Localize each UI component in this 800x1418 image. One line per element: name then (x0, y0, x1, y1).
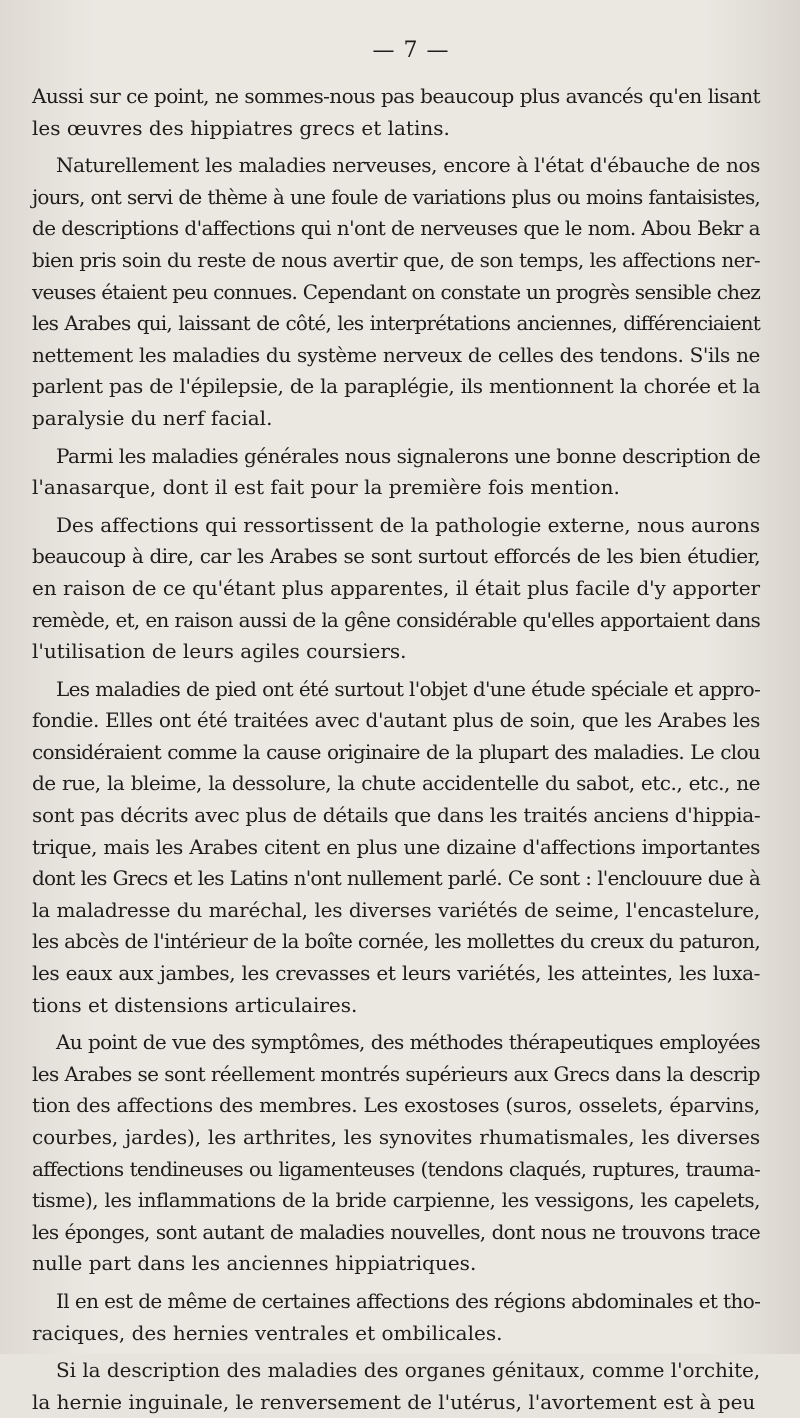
text-line: de rue, la bleime, la dessolure, la chute accidentelle du sabot, etc., etc., ne (32, 771, 760, 796)
text-line: veuses étaient peu connues. Cependant on constate un progrès sensible chez (32, 279, 760, 304)
text-line: les éponges, sont autant de maladies nouvelles, dont nous ne trouvons trace (32, 1219, 760, 1244)
text-line: tisme), les inflammations de la bride carpienne, les vessigons, les capelets, (32, 1188, 760, 1213)
text-line: Si la description des maladies des organes génitaux, comme l'orchite, (56, 1358, 760, 1383)
text-line: l'utilisation de leurs agiles coursiers. (32, 639, 407, 664)
text-line: remède, et, en raison aussi de la gêne considérable qu'elles apportaient dans (32, 607, 760, 632)
text-line: trique, mais les Arabes citent en plus une dizaine d'affections importantes (32, 834, 760, 859)
text-line: les œuvres des hippiatres grecs et latins. (32, 115, 450, 140)
text-line: considéraient comme la cause originaire de la plupart des maladies. Le clou (32, 739, 760, 764)
text-line: jours, ont servi de thème à une foule de variations plus ou moins fantaisistes, (32, 184, 760, 209)
text-line: les eaux aux jambes, les crevasses et leurs variétés, les atteintes, les luxa- (32, 961, 760, 986)
text-line: Parmi les maladies générales nous signalerons une bonne description de (56, 443, 761, 468)
body-text (32, 81, 760, 1418)
text-line: Au point de vue des symptômes, des méthodes thérapeutiques employées (56, 1030, 760, 1055)
page-number: — 7 — (372, 38, 450, 63)
text-line: Des affections qui ressortissent de la pathologie externe, nous aurons (56, 512, 760, 537)
text-line: l'anasarque, dont il est fait pour la première fois mention. (32, 475, 620, 500)
paragraph (32, 510, 760, 668)
text-line: nulle part dans les anciennes hippiatriques. (32, 1251, 477, 1276)
text-line: les Arabes se sont réellement montrés supérieurs aux Grecs dans la descrip (32, 1061, 760, 1086)
paragraph (32, 674, 760, 1022)
text-line: beaucoup à dire, car les Arabes se sont surtout efforcés de les bien étudier, (32, 544, 760, 569)
text-line: courbes, jardes), les arthrites, les synovites rhumatismales, les diverses (32, 1125, 760, 1149)
text-line: les Arabes qui, laissant de côté, les interprétations anciennes, différenciaient (32, 311, 760, 336)
text-line: nettement les maladies du système nerveux de celles des tendons. S'ils ne (32, 342, 760, 367)
text-line: les abcès de l'intérieur de la boîte cornée, les mollettes du creux du paturon, (32, 929, 760, 954)
text-line: tions et distensions articulaires. (32, 992, 358, 1017)
text-line: de descriptions d'affections qui n'ont de nerveuses que le nom. Abou Bekr a (32, 216, 760, 241)
text-line: Il en est de même de certaines affections des régions abdominales et tho- (56, 1288, 761, 1313)
text-line: affections tendineuses ou ligamenteuses (tendons claqués, ruptures, trauma- (32, 1156, 760, 1181)
paragraph (32, 1286, 760, 1349)
paragraph (32, 1027, 760, 1280)
text-line: dont les Grecs et les Latins n'ont nullement parlé. Ce sont : l'enclouure due à (32, 866, 760, 891)
text-line: Les maladies de pied ont été surtout l'objet d'une étude spéciale et appro- (56, 676, 760, 701)
paragraph (32, 1355, 760, 1418)
text-line: fondie. Elles ont été traitées avec d'autant plus de soin, que les Arabes les (32, 708, 760, 733)
text-line: sont pas décrits avec plus de détails que dans les traités anciens d'hippia- (32, 803, 761, 828)
text-line: bien pris soin du reste de nous avertir que, de son temps, les affections ner- (32, 247, 760, 272)
text-line: la hernie inguinale, le renversement de l'utérus, l'avortement est à peu (32, 1389, 756, 1414)
paragraph (32, 150, 760, 434)
paragraph (32, 81, 760, 144)
text-line: la maladresse du maréchal, les diverses variétés de seime, l'encastelure, (32, 897, 760, 922)
text-line: Naturellement les maladies nerveuses, encore à l'état d'ébauche de nos (56, 153, 760, 178)
text-line: en raison de ce qu'étant plus apparentes, il était plus facile d'y apporter (32, 575, 760, 600)
text-line: parlent pas de l'épilepsie, de la paraplégie, ils mentionnent la chorée et la (32, 374, 760, 399)
text-line: tion des affections des membres. Les exostoses (suros, osselets, éparvins, (32, 1093, 760, 1118)
paragraph (32, 441, 760, 504)
text-line: raciques, des hernies ventrales et ombilicales. (32, 1320, 503, 1345)
text-line: paralysie du nerf facial. (32, 405, 273, 430)
text-line: Aussi sur ce point, ne sommes-nous pas beaucoup plus avancés qu'en lisant (32, 84, 760, 108)
